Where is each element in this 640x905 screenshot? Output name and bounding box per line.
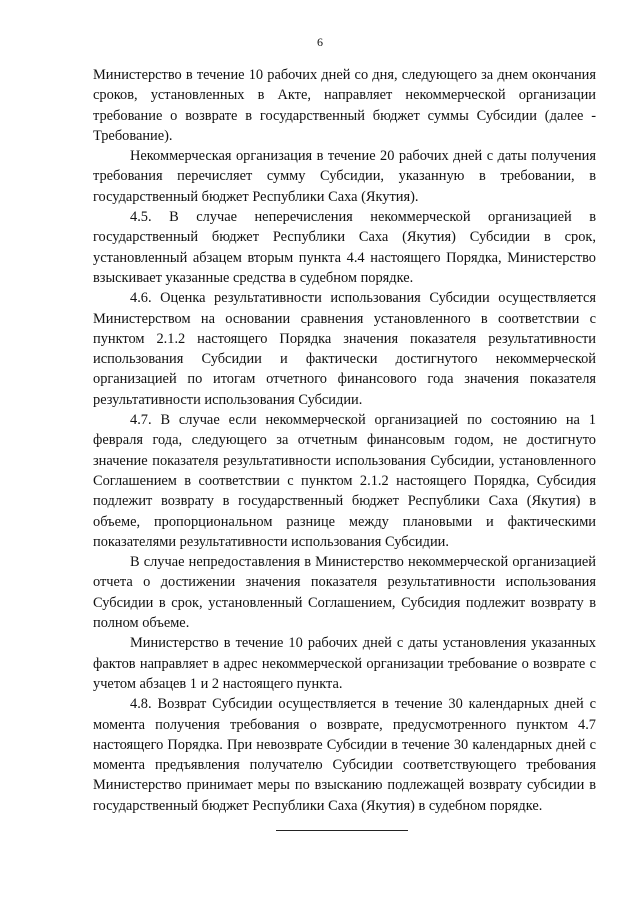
paragraph: Некоммерческая организация в течение 20 рабочих дней с даты получения требования перечисляет сумму Субсидии, указанную в требовании, в государственный бюджет Республики Саха (Якутия). [93,148,596,205]
document-body [93,65,596,816]
page-number: 6 [317,35,323,49]
paragraph: 4.5. В случае неперечисления некоммерческой организацией в государственный бюджет Республики Саха (Якутия) Субсидии в срок, установленный абзацем вторым пункта 4.4 настоящего Порядка, Министерство взыскивает указанные средства в судебном порядке. [93,209,596,286]
paragraph: 4.8. Возврат Субсидии осуществляется в течение 30 календарных дней с момента получения требования о возврате, предусмотренного пунктом 4.7 настоящего Порядка. При невозврате Субсидии в течение 30 календарных дней с момента предъявления получателю Субсидии соответствующего требования Министерство принимает меры по взысканию подлежащей возврату субсидии в государственный бюджет Республики Саха (Якутия) в судебном порядке. [93,696,596,814]
end-divider-line [276,830,408,831]
paragraph: Министерство в течение 10 рабочих дней со дня, следующего за днем окончания сроков, установленных в Акте, направляет некоммерческой организации требование о возврате в государственный бюджет суммы Субсидии (далее - Требование). [93,67,596,144]
paragraph: 4.6. Оценка результативности использования Субсидии осуществляется Министерством на основании сравнения установленного в соответствии с пунктом 2.1.2 настоящего Порядка значения показателя результативности использования Субсидии и фактически достигнутого некоммерческой организацией по итогам отчетного финансового года значения показателя результативности использования Субсидии. [93,290,596,408]
paragraph: Министерство в течение 10 рабочих дней с даты установления указанных фактов направляет в адрес некоммерческой организации требование о возврате с учетом абзацев 1 и 2 настоящего пункта. [93,635,596,692]
paragraph: 4.7. В случае если некоммерческой организацией по состоянию на 1 февраля года, следующего за отчетным финансовым годом, не достигнуто значение показателя результативности использования Субсидии, установленного Соглашением в соответствии с пунктом 2.1.2 настоящего Порядка, Субсидия подлежит возврату в государственный бюджет Республики Саха (Якутия) в объеме, пропорциональном разнице между плановыми и фактическими показателями результативности использования Субсидии. [93,412,596,550]
paragraph: В случае непредоставления в Министерство некоммерческой организацией отчета о достижении значения показателя результативности использования Субсидии в срок, установленный Соглашением, Субсидия подлежит возврату в полном объеме. [93,554,596,632]
